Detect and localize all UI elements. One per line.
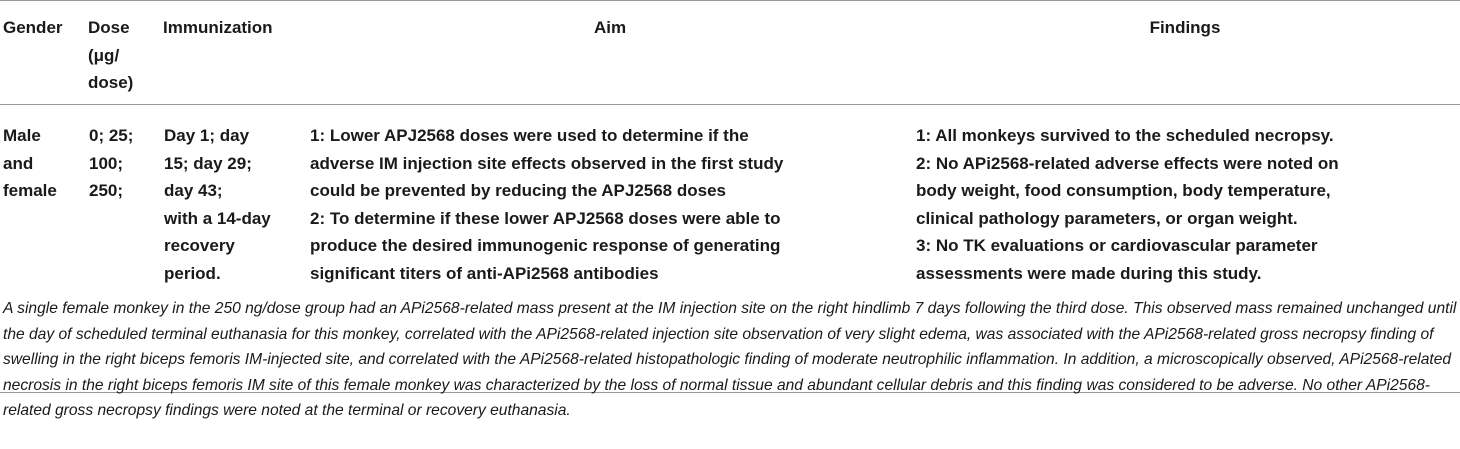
cell-findings: 1: All monkeys survived to the scheduled necropsy. 2: No APi2568-related adverse effects were noted on body weight, food consumption, body temperature, clinical pathology parameters, or organ weight. 3: No TK evaluations or cardiovascular parameter assessments were made during this study. — [910, 105, 1460, 393]
header-gender: Gender — [0, 1, 88, 105]
table-footnote: A single female monkey in the 250 ng/dose group had an APi2568-related mass present at the IM injection site on the right hindlimb 7 days following the third dose. This observed mass remained unchanged until the day of scheduled terminal euthanasia for this monkey, correlated with the APi2568-related injection site observation of very slight edema, was associated with the APi2568-related gross necropsy finding of swelling in the right biceps femoris IM-injected site, and correlated with the APi2568-related histopathologic finding of moderate neutrophilic inflammation. In addition, a microscopically observed, APi2568-related necrosis in the right biceps femoris IM site of this female monkey was characterized by the loss of normal tissue and abundant cellular debris and this finding was considered to be adverse. No other APi2568-related gross necropsy findings were noted at the terminal or recovery euthanasia. — [3, 300, 1457, 420]
header-dose: Dose (μg/ dose) — [88, 1, 163, 105]
header-immunization: Immunization — [163, 1, 310, 105]
cell-aim: 1: Lower APJ2568 doses were used to determine if the adverse IM injection site effects observed in the first study could be prevented by reducing the APJ2568 doses 2: To determine if these lower APJ2568 doses were able to produce the desired immunogenic response of generating significant titers of anti-APi2568 antibodies — [310, 105, 910, 393]
header-aim: Aim — [310, 1, 910, 105]
header-row — [0, 1, 1460, 105]
cell-dose: 0; 25; 100; 250; — [88, 105, 163, 393]
cell-immunization: Day 1; day 15; day 29; day 43; with a 14-day recovery period. — [163, 105, 310, 393]
cell-gender: Male and female — [0, 105, 88, 393]
table-header — [0, 1, 1460, 105]
header-findings: Findings — [910, 1, 1460, 105]
